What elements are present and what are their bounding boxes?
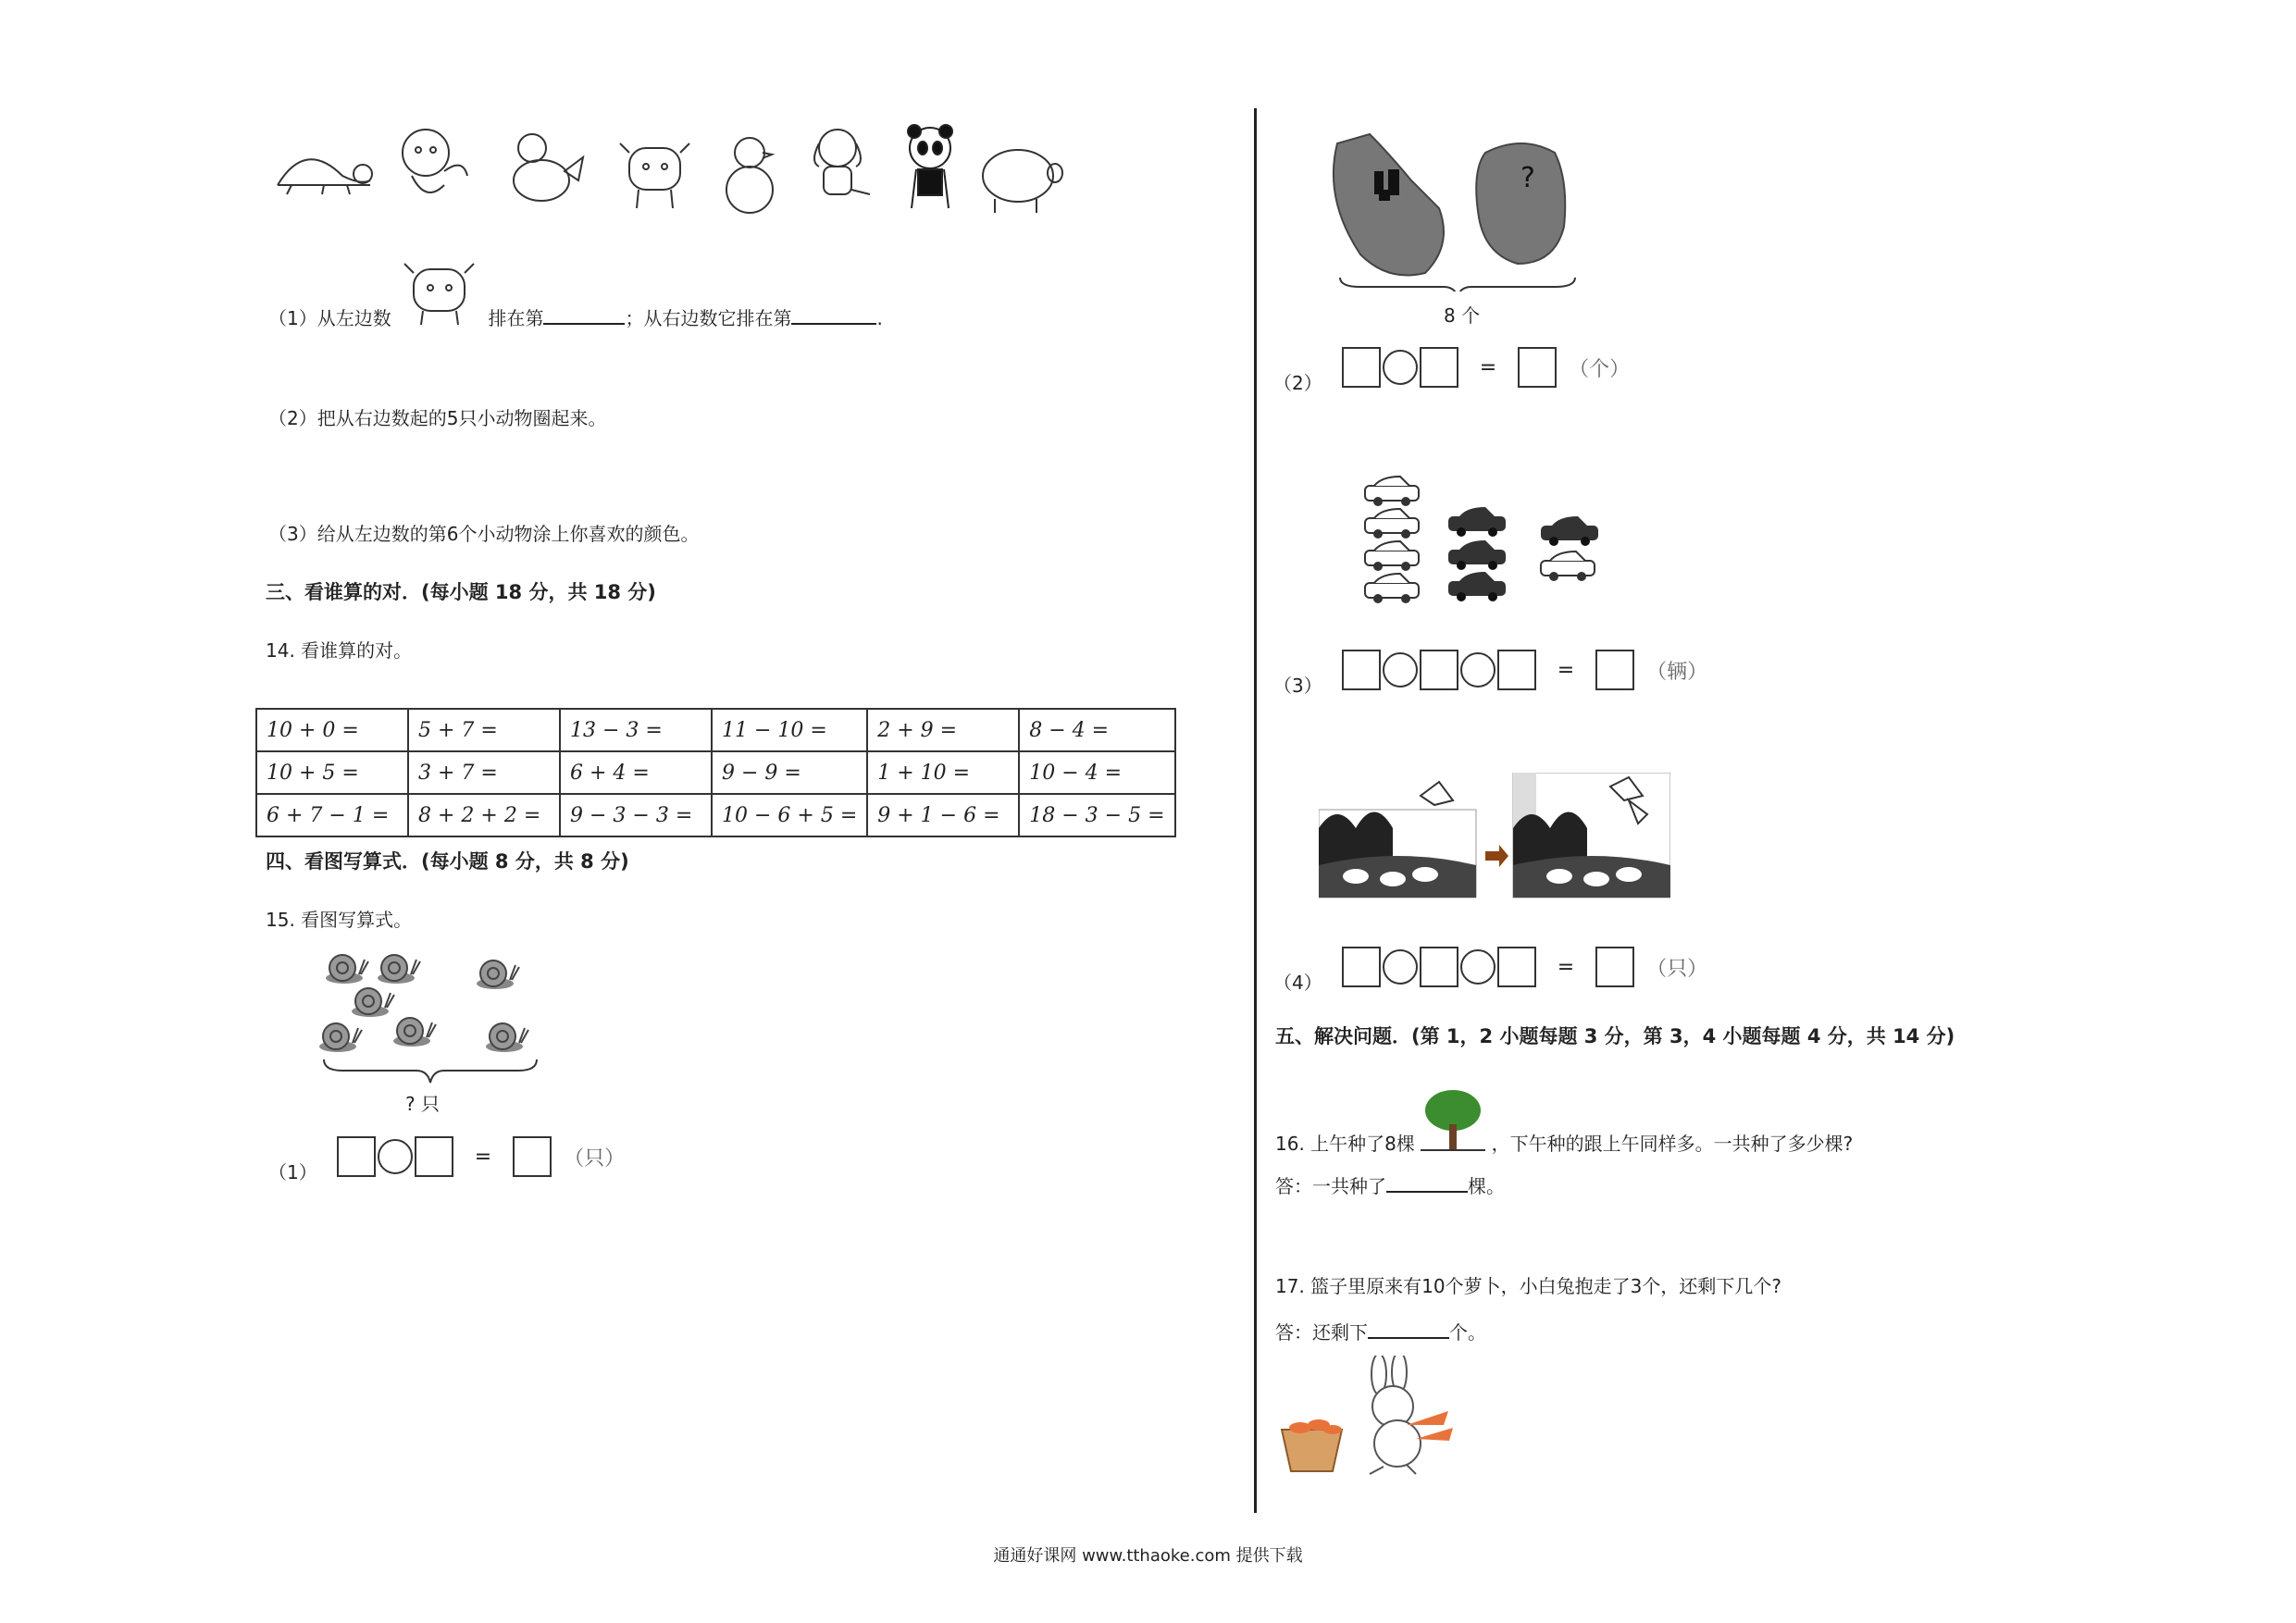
snails-picture [315,948,555,1115]
dog-icon [814,130,870,194]
snail-brace-label: ? 只 [405,1093,440,1115]
car-icon [1448,540,1506,570]
eq1-num: （1） [268,1161,317,1183]
table-cell: 10 + 5 = [256,751,408,794]
question-mark: ? [1520,162,1535,194]
rabbit-illustration [1277,1356,1490,1476]
answer-box[interactable] [1342,650,1381,690]
carrot-icon [1416,1428,1453,1441]
animals-illustration [268,120,1083,231]
pig-icon [983,150,1062,213]
cars-illustration [1360,472,1620,606]
table-cell: 10 − 4 = [1019,751,1174,794]
snail-icon [486,1023,528,1052]
question-15: 15. 看图写算式。 [266,909,413,931]
operator-circle[interactable] [1383,350,1418,385]
eq4-num: （4） [1273,972,1322,994]
table-cell: 11 − 10 = [712,709,867,751]
arrow-icon [1485,845,1508,867]
answer-box[interactable] [1420,650,1458,690]
table-cell: 10 + 0 = [256,709,408,751]
column-divider [1254,108,1257,1513]
equation-2 [1273,347,1631,394]
snail-icon [378,955,420,984]
snail-icon [352,988,394,1017]
answer-box[interactable] [1497,947,1536,987]
hands-picture [1323,125,1601,338]
q13-1-label: （1）从左边数 [268,307,391,329]
answer-blank-left[interactable] [543,306,625,325]
equation-4 [1273,947,1708,994]
operator-circle[interactable] [1460,652,1496,688]
turtle-icon [278,159,372,194]
result-box[interactable] [1595,650,1634,690]
car-icon [1365,574,1419,603]
operator-circle[interactable] [1383,652,1418,688]
car-icon [1541,516,1598,546]
table-cell: 13 − 3 = [560,709,712,751]
answer-box[interactable] [1420,347,1458,388]
open-hand-icon [1334,134,1444,276]
answer-blank[interactable] [1368,1320,1449,1339]
table-cell: 10 − 6 + 5 = [712,794,867,836]
table-row [256,709,1175,751]
question-17: 17. 篮子里原来有10个萝卜，小白兔抱走了3个，还剩下几个? [1275,1275,1781,1297]
cars-picture [1360,472,1620,606]
car-icon [1365,477,1419,506]
result-box[interactable] [1595,947,1634,987]
table-cell: 8 − 4 = [1019,709,1174,751]
geese-illustration [1319,773,1670,902]
answer-box[interactable] [337,1136,376,1177]
geese-picture [1319,773,1670,902]
calc-table [255,708,1176,837]
brace-label: 8 个 [1444,304,1481,327]
chick-icon [726,138,773,213]
snail-icon [477,960,519,989]
snail-group-illustration [315,948,555,1115]
answer-box[interactable] [1342,947,1381,987]
question-13-3: （3）给从左边数的第6个小动物涂上你喜欢的颜色。 [268,523,700,545]
a16-prefix: 答：一共种了 [1275,1175,1386,1197]
snail-icon [326,955,368,984]
answer-blank[interactable] [1386,1174,1468,1193]
panda-icon [908,125,952,208]
q13-1-mid2: ；从右边数它排在第 [625,307,792,329]
table-cell: 1 + 10 = [867,751,1019,794]
a16-suffix: 棵。 [1468,1175,1505,1197]
table-cell: 6 + 7 − 1 = [256,794,408,836]
table-cell: 9 + 1 − 6 = [867,794,1019,836]
table-cell: 18 − 3 − 5 = [1019,794,1174,836]
car-icon [1365,509,1419,539]
equals-sign: = [1479,355,1497,379]
bird-icon [514,134,583,201]
unit-label: （个） [1569,357,1631,381]
question-13-1 [268,253,883,327]
rabbit-icon [1370,1356,1421,1474]
brace [324,1059,537,1083]
cow-icon [620,143,689,208]
equation-1 [268,1136,626,1183]
cow-icon [403,253,477,327]
a17-prefix: 答：还剩下 [1275,1321,1368,1344]
table-cell: 9 − 9 = [712,751,867,794]
answer-blank-right[interactable] [791,306,876,325]
eq2-num: （2） [1273,372,1322,394]
eq3-num: （3） [1273,675,1322,697]
section-3-heading: 三、看谁算的对．(每小题 18 分，共 18 分) [266,581,656,603]
result-box[interactable] [1518,347,1557,388]
answer-box[interactable] [1342,347,1381,388]
q13-1-mid: 排在第 [488,307,544,329]
unit-label: （只） [564,1146,626,1171]
monkey-icon [403,130,467,192]
q13-1-end: . [876,307,883,329]
page-footer: 通通好课网 www.tthaoke.com 提供下载 [993,1546,1303,1566]
operator-circle[interactable] [1383,949,1418,985]
table-row [256,794,1175,836]
a17-suffix: 个。 [1449,1321,1486,1344]
operator-circle[interactable] [1460,949,1496,985]
equals-sign: = [1557,955,1575,979]
hands-illustration [1323,125,1601,291]
animal-row [268,120,1083,231]
basket-icon [1282,1430,1342,1471]
answer-box[interactable] [1497,650,1536,690]
tree-icon [1421,1087,1485,1152]
answer-17 [1275,1320,1486,1344]
car-icon [1448,507,1506,537]
section-4-heading: 四、看图写算式．(每小题 8 分，共 8 分) [266,850,629,873]
car-icon [1541,551,1595,581]
table-cell: 8 + 2 + 2 = [408,794,560,836]
table-row [256,751,1175,794]
snail-icon [393,1018,436,1047]
snail-icon [319,1023,362,1052]
table-cell: 2 + 9 = [867,709,1019,751]
car-icon [1365,541,1419,571]
equals-sign: = [1557,658,1575,682]
unit-label: （只） [1646,957,1708,981]
car-icon [1448,572,1506,601]
table-cell: 9 − 3 − 3 = [560,794,712,836]
result-box[interactable] [513,1136,552,1177]
equation-3 [1273,650,1708,697]
answer-16 [1275,1174,1505,1198]
answer-box[interactable] [1420,947,1458,987]
operator-circle[interactable] [378,1139,413,1174]
answer-box[interactable] [415,1136,453,1177]
question-14: 14. 看谁算的对。 [266,639,413,662]
table-cell: 6 + 4 = [560,751,712,794]
section-5-heading: 五、解决问题．(第 1，2 小题每题 3 分，第 3，4 小题每题 4 分，共 14 分) [1275,1025,1955,1047]
table-cell: 3 + 7 = [408,751,560,794]
question-13-2: （2）把从右边数起的5只小动物圈起来。 [268,407,607,429]
question-16 [1275,1087,1854,1155]
unit-label: （辆） [1646,660,1708,684]
equals-sign: = [474,1145,492,1169]
q16-text-b: ，下午种的跟上午同样多。一共种了多少棵? [1491,1133,1854,1155]
flying-goose-icon [1421,782,1453,805]
rabbit-picture [1277,1356,1490,1476]
q16-text-a: 16. 上午种了8棵 [1275,1133,1415,1155]
table-cell: 5 + 7 = [408,709,560,751]
